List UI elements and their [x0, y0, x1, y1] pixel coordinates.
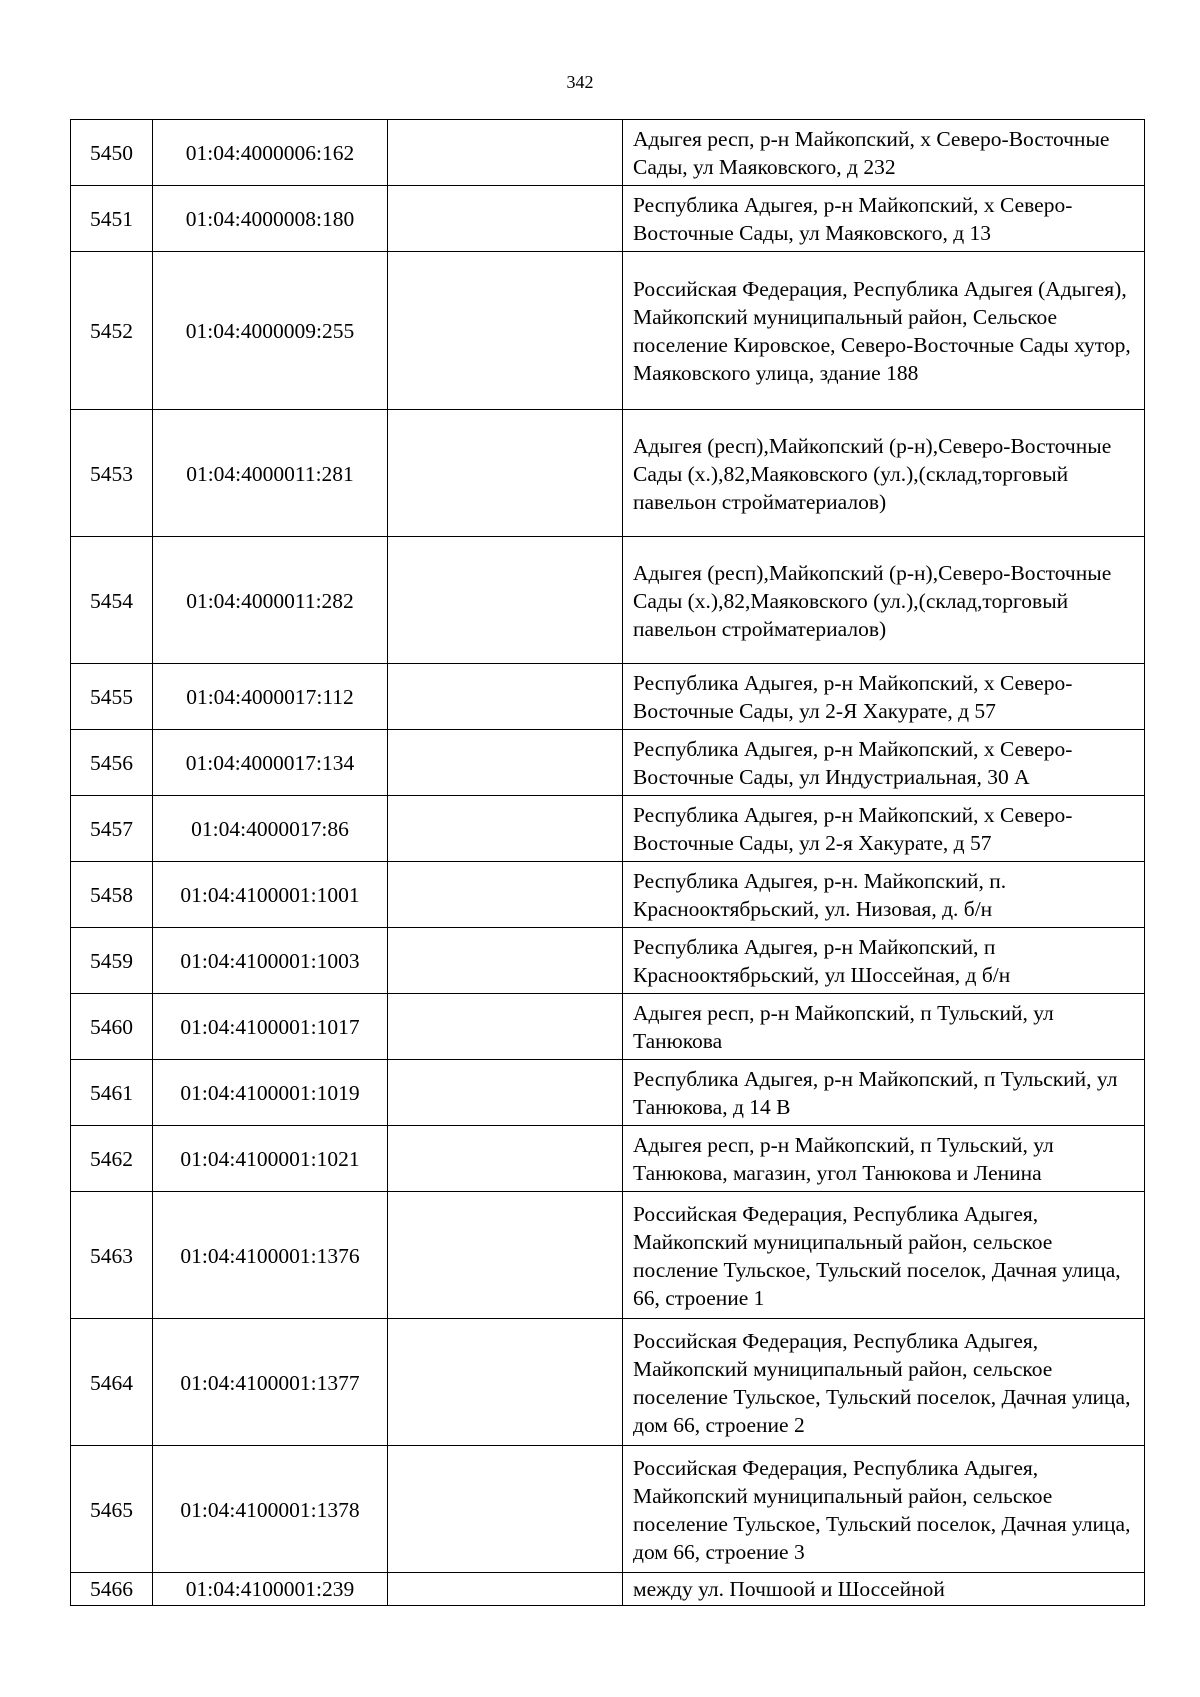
empty-cell — [388, 120, 623, 186]
page-number: 342 — [566, 72, 594, 92]
address-cell: Адыгея (респ),Майкопский (р-н),Северо-Восточные Сады (х.),82,Маяковского (ул.),(склад,торговый павельон стройматериалов) — [623, 537, 1145, 664]
cadastral-number-cell: 01:04:4100001:1378 — [153, 1446, 388, 1573]
cadastral-number-cell: 01:04:4000009:255 — [153, 252, 388, 410]
cadastral-number-cell: 01:04:4100001:1017 — [153, 994, 388, 1060]
empty-cell — [388, 252, 623, 410]
cadastral-number-cell: 01:04:4000011:282 — [153, 537, 388, 664]
cadastral-number-cell: 01:04:4100001:1019 — [153, 1060, 388, 1126]
cadastral-number-cell: 01:04:4000006:162 — [153, 120, 388, 186]
empty-cell — [388, 1446, 623, 1573]
empty-cell — [388, 410, 623, 537]
cadastral-number-cell: 01:04:4000008:180 — [153, 186, 388, 252]
table-row — [71, 1060, 1145, 1126]
table-row — [71, 1446, 1145, 1573]
registry-table-body — [71, 120, 1145, 1606]
address-cell: между ул. Почшоой и Шоссейной — [623, 1573, 1145, 1606]
table-row — [71, 862, 1145, 928]
table-row — [71, 1126, 1145, 1192]
address-cell: Адыгея респ, р-н Майкопский, х Северо-Восточные Сады, ул Маяковского, д 232 — [623, 120, 1145, 186]
address-cell: Адыгея (респ),Майкопский (р-н),Северо-Восточные Сады (х.),82,Маяковского (ул.),(склад,торговый павельон стройматериалов) — [623, 410, 1145, 537]
table-row — [71, 120, 1145, 186]
cadastral-number-cell: 01:04:4000017:86 — [153, 796, 388, 862]
row-number-cell: 5461 — [71, 1060, 153, 1126]
row-number-cell: 5458 — [71, 862, 153, 928]
address-cell: Российская Федерация, Республика Адыгея, Майкопский муниципальный район, сельское посление Тульское, Тульский поселок, Дачная улица, 66, строение 1 — [623, 1192, 1145, 1319]
table-row — [71, 730, 1145, 796]
row-number-cell: 5460 — [71, 994, 153, 1060]
empty-cell — [388, 1126, 623, 1192]
empty-cell — [388, 994, 623, 1060]
cadastral-number-cell: 01:04:4100001:1003 — [153, 928, 388, 994]
empty-cell — [388, 862, 623, 928]
empty-cell — [388, 1319, 623, 1446]
empty-cell — [388, 1060, 623, 1126]
table-row — [71, 796, 1145, 862]
cadastral-number-cell: 01:04:4100001:239 — [153, 1573, 388, 1606]
empty-cell — [388, 796, 623, 862]
address-cell: Российская Федерация, Республика Адыгея, Майкопский муниципальный район, сельское поселение Тульское, Тульский поселок, Дачная улица, дом 66, строение 3 — [623, 1446, 1145, 1573]
empty-cell — [388, 1573, 623, 1606]
row-number-cell: 5451 — [71, 186, 153, 252]
empty-cell — [388, 537, 623, 664]
address-cell: Российская Федерация, Республика Адыгея, Майкопский муниципальный район, сельское поселение Тульское, Тульский поселок, Дачная улица, дом 66, строение 2 — [623, 1319, 1145, 1446]
table-row — [71, 664, 1145, 730]
address-cell: Республика Адыгея, р-н. Майкопский, п. Краснооктябрьский, ул. Низовая, д. б/н — [623, 862, 1145, 928]
address-cell: Республика Адыгея, р-н Майкопский, п Тульский, ул Танюкова, д 14 В — [623, 1060, 1145, 1126]
address-cell: Адыгея респ, р-н Майкопский, п Тульский, ул Танюкова, магазин, угол Танюкова и Ленина — [623, 1126, 1145, 1192]
row-number-cell: 5452 — [71, 252, 153, 410]
row-number-cell: 5453 — [71, 410, 153, 537]
address-cell: Российская Федерация, Республика Адыгея (Адыгея), Майкопский муниципальный район, Сельское поселение Кировское, Северо-Восточные Сады хутор, Маяковского улица, здание 188 — [623, 252, 1145, 410]
address-cell: Республика Адыгея, р-н Майкопский, х Северо-Восточные Сады, ул Индустриальная, 30 А — [623, 730, 1145, 796]
cadastral-number-cell: 01:04:4000011:281 — [153, 410, 388, 537]
table-row — [71, 410, 1145, 537]
row-number-cell: 5464 — [71, 1319, 153, 1446]
row-number-cell: 5454 — [71, 537, 153, 664]
empty-cell — [388, 928, 623, 994]
cadastral-number-cell: 01:04:4000017:134 — [153, 730, 388, 796]
cadastral-number-cell: 01:04:4100001:1021 — [153, 1126, 388, 1192]
cadastral-number-cell: 01:04:4100001:1376 — [153, 1192, 388, 1319]
table-row — [71, 252, 1145, 410]
table-row — [71, 1319, 1145, 1446]
table-row — [71, 186, 1145, 252]
table-row — [71, 994, 1145, 1060]
row-number-cell: 5463 — [71, 1192, 153, 1319]
address-cell: Республика Адыгея, р-н Майкопский, х Северо-Восточные Сады, ул Маяковского, д 13 — [623, 186, 1145, 252]
row-number-cell: 5456 — [71, 730, 153, 796]
empty-cell — [388, 664, 623, 730]
empty-cell — [388, 186, 623, 252]
registry-table — [70, 119, 1145, 1606]
table-row — [71, 928, 1145, 994]
empty-cell — [388, 730, 623, 796]
row-number-cell: 5459 — [71, 928, 153, 994]
address-cell: Республика Адыгея, р-н Майкопский, х Северо-Восточные Сады, ул 2-Я Хакурате, д 57 — [623, 664, 1145, 730]
table-row — [71, 1573, 1145, 1606]
address-cell: Республика Адыгея, р-н Майкопский, х Северо-Восточные Сады, ул 2-я Хакурате, д 57 — [623, 796, 1145, 862]
row-number-cell: 5466 — [71, 1573, 153, 1606]
row-number-cell: 5457 — [71, 796, 153, 862]
row-number-cell: 5465 — [71, 1446, 153, 1573]
cadastral-number-cell: 01:04:4100001:1377 — [153, 1319, 388, 1446]
row-number-cell: 5450 — [71, 120, 153, 186]
row-number-cell: 5462 — [71, 1126, 153, 1192]
table-row — [71, 1192, 1145, 1319]
table-row — [71, 537, 1145, 664]
empty-cell — [388, 1192, 623, 1319]
cadastral-number-cell: 01:04:4000017:112 — [153, 664, 388, 730]
row-number-cell: 5455 — [71, 664, 153, 730]
cadastral-number-cell: 01:04:4100001:1001 — [153, 862, 388, 928]
address-cell: Республика Адыгея, р-н Майкопский, п Краснооктябрьский, ул Шоссейная, д б/н — [623, 928, 1145, 994]
address-cell: Адыгея респ, р-н Майкопский, п Тульский, ул Танюкова — [623, 994, 1145, 1060]
